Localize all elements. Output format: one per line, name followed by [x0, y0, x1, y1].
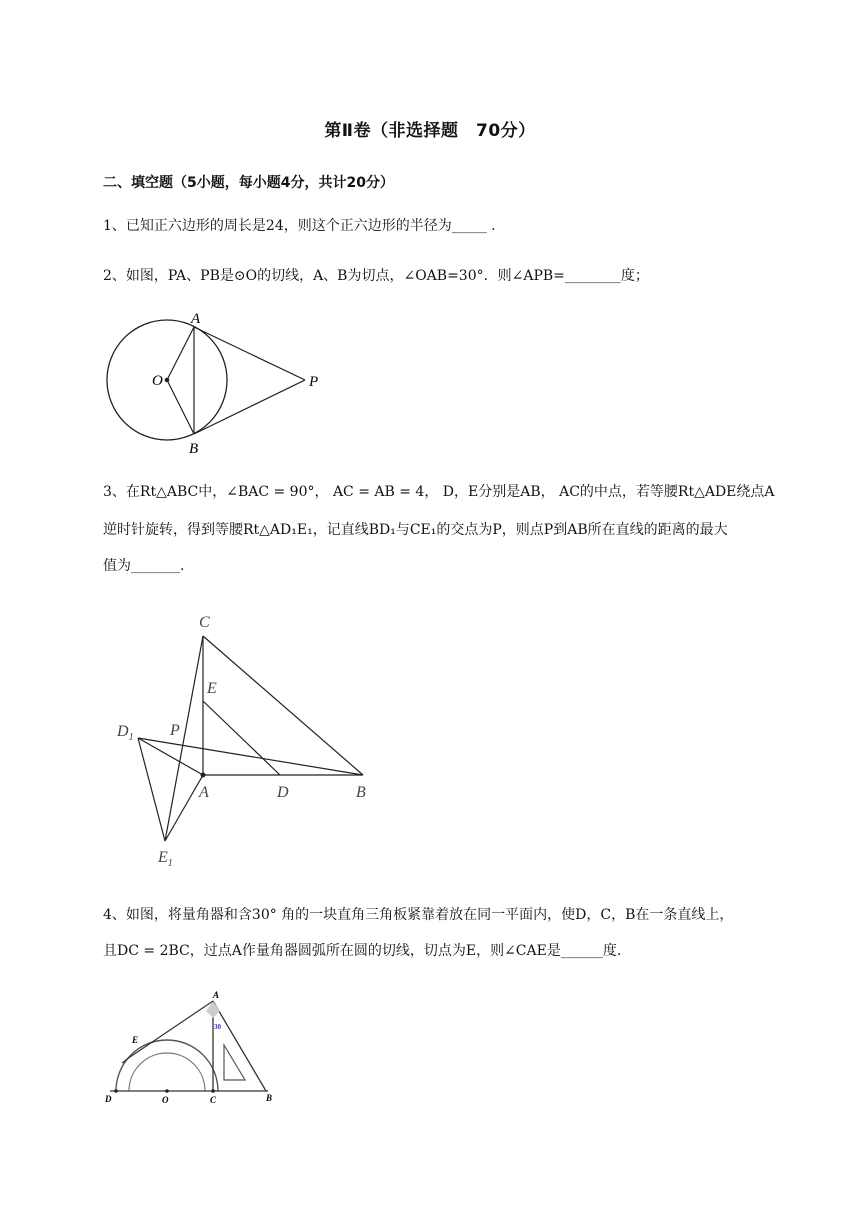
label-a: A: [213, 990, 220, 1000]
tangent-pa: [194, 327, 305, 380]
question-3-line-3: 值为_______.: [103, 558, 185, 574]
angle-mark: [206, 1001, 220, 1018]
page-title: 第Ⅱ卷（非选择题 70分）: [324, 121, 536, 141]
label-e1: $E_1$: [158, 849, 173, 869]
angle-30-label: 30: [214, 1023, 221, 1031]
label-c: C: [199, 614, 210, 631]
question-1: 1、已知正六边形的周长是24，则这个正六边形的半径为_____ .: [103, 218, 496, 234]
point-c-dot: [211, 1089, 215, 1093]
tangent-pb: [194, 380, 305, 434]
label-a: A: [199, 784, 209, 801]
segment-oa: [167, 327, 194, 380]
triangle-side-ab: [213, 1001, 266, 1091]
label-b: B: [356, 784, 366, 801]
figure-protractor-triangle: [100, 985, 290, 1115]
label-d1: $D_1$: [117, 723, 134, 743]
point-a-dot: [201, 773, 206, 778]
segment-bc: [203, 636, 363, 775]
segment-ob: [167, 380, 194, 434]
label-p: P: [170, 722, 180, 739]
label-d: D: [105, 1094, 112, 1104]
label-e: E: [132, 1035, 139, 1045]
label-c: C: [210, 1095, 217, 1105]
point-o-dot: [165, 1089, 169, 1093]
point-d-dot: [114, 1089, 118, 1093]
question-3-line-1: 3、在Rt△ABC中，∠BAC = 90°， AC = AB = 4， D，E分别是AB， AC的中点，若等腰Rt△ADE绕点A: [103, 484, 775, 500]
label-d: D: [277, 784, 289, 801]
segment-d1e1: [138, 738, 165, 841]
label-b: B: [189, 441, 199, 457]
tangent-ae: [130, 1001, 213, 1057]
question-4-line-1: 4、如图，将量角器和含30° 角的一块直角三角板紧靠着放在同一平面内，使D，C，B在一条直线上，: [103, 907, 734, 923]
segment-de: [203, 701, 280, 775]
protractor-inner-arc: [129, 1053, 205, 1091]
label-o: O: [152, 373, 163, 389]
segment-bd1: [138, 738, 363, 775]
label-e: E: [207, 680, 217, 697]
label-b: B: [266, 1093, 273, 1103]
question-3-line-2: 逆时针旋转，得到等腰Rt△AD₁E₁，记直线BD₁与CE₁的交点为P，则点P到AB所在直线的距离的最大: [103, 522, 728, 538]
tangent-extension: [122, 1057, 130, 1063]
section-heading: 二、填空题（5小题，每小题4分，共计20分）: [103, 175, 394, 191]
question-4-line-2: 且DC = 2BC，过点A作量角器圆弧所在圆的切线，切点为E，则∠CAE是______度.: [103, 943, 622, 959]
protractor-outer-arc: [116, 1040, 218, 1091]
figure-rotated-triangle: [100, 605, 390, 880]
label-a: A: [191, 311, 201, 327]
figure-circle-tangents: [100, 305, 340, 465]
label-o: O: [162, 1095, 169, 1105]
question-2: 2、如图，PA、PB是⊙O的切线，A、B为切点，∠OAB=30°．则∠APB=________度；: [103, 268, 649, 284]
center-dot: [165, 378, 170, 383]
label-p: P: [309, 374, 319, 390]
